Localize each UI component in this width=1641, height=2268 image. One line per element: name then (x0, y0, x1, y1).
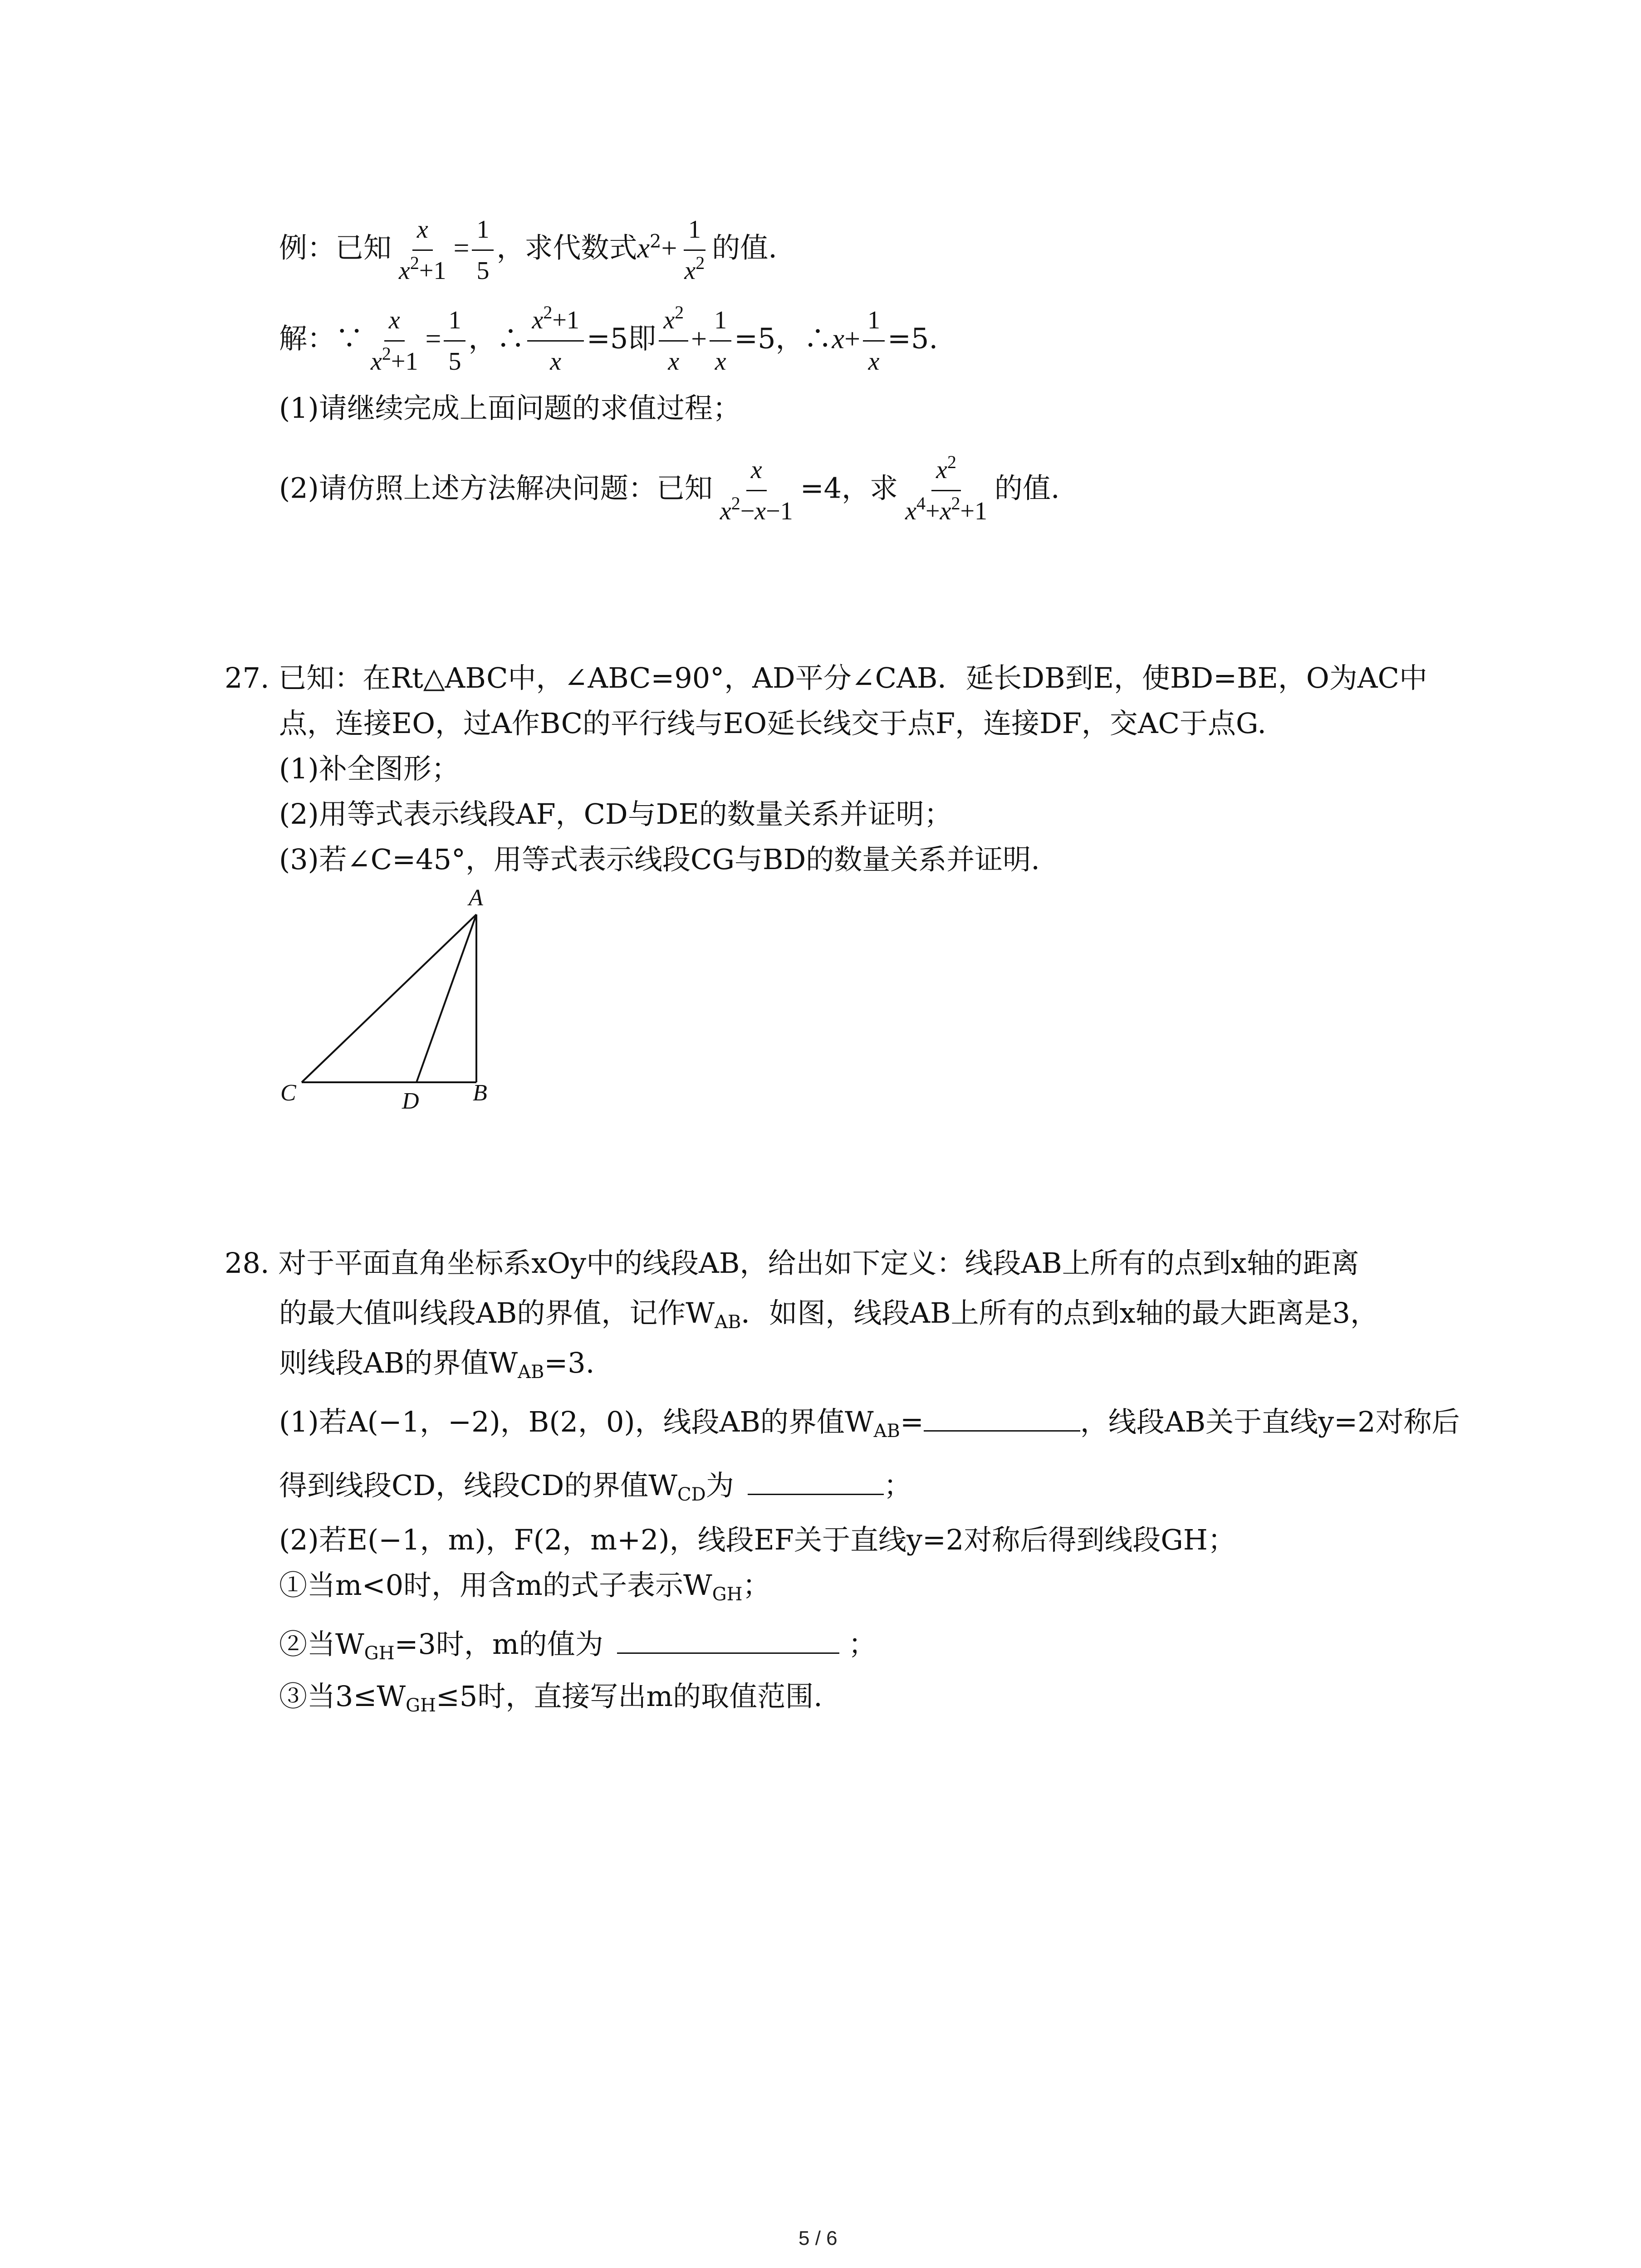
p28-q1-line-a: (1)若A(−1，−2)，B(2，0)，线段AB的界值$W_{AB}=$ ，线段AB关于直线y=2对称后 (279, 1405, 1460, 1442)
fraction: $\frac{1}{5}$ (444, 304, 465, 378)
label-C: C (280, 1080, 296, 1106)
p27-line-2: 点，连接EO，过A作BC的平行线与EO延长线交于点F，连接DF，交AC于点G. (279, 707, 1267, 740)
page-number: 5 / 6 (798, 2227, 838, 2249)
p28-line-1: 28. 对于平面直角坐标系xOy中的线段AB，给出如下定义：线段AB上所有的点到x轴的距离 (225, 1246, 1359, 1280)
segment-AD (416, 914, 476, 1082)
p28-s3: ③当$3\le W_{GH}\le 5$时，直接写出m的取值范围. (279, 1680, 823, 1716)
p28-line-2: 的最大值叫线段AB的界值，记作$W_{AB}$．如图，线段AB上所有的点到x轴的最大距离是3， (279, 1296, 1379, 1333)
fraction: $\frac{x^2}{x}$ (659, 304, 688, 378)
p28-q1-line-b: 得到线段CD，线段CD的界值$W_{CD}$为 ； (279, 1469, 912, 1505)
example-line-2: 解：∵ $\frac{x}{x^2+1}$ = $\frac{1}{5}$ ，∴ $\frac{x^2+1}{x}$ =5即 $\frac{x^2}{x}$ + $\frac{1}{x}$ =5，∴x+ $\frac{1}{x}$ =5. (279, 304, 938, 378)
p28-s2: ②当$W_{GH}=3$时，m的值为 ； (279, 1628, 877, 1664)
p27-q2: (2)用等式表示线段AF，CD与DE的数量关系并证明； (279, 797, 952, 831)
p27-q1: (1)补全图形； (279, 752, 460, 785)
fraction: $\frac{x}{x^2-x-1}$ (715, 454, 798, 528)
answer-blank-wcd[interactable] (748, 1468, 884, 1495)
answer-blank-m[interactable] (617, 1627, 839, 1654)
segment-CA (302, 914, 476, 1082)
fraction: $\frac{x^2+1}{x}$ (527, 304, 583, 378)
p28-s1: ①当m<0时，用含m的式子表示$W_{GH}$； (279, 1569, 771, 1605)
p28-line-3: 则线段AB的界值$W_{AB}=3$. (279, 1346, 595, 1383)
example-line-1: 例：已知 $\frac{x}{x^2+1}$ = $\frac{1}{5}$ ，求代数式$x^2+$ $\frac{1}{x^2}$ 的值. (279, 213, 777, 287)
answer-blank-wab[interactable] (924, 1405, 1080, 1432)
p27-q3: (3)若∠C=45°，用等式表示线段CG与BD的数量关系并证明. (279, 843, 1040, 876)
label-D: D (402, 1088, 419, 1114)
label-A: A (469, 885, 483, 911)
label-B: B (473, 1080, 487, 1106)
example-q1: (1)请继续完成上面问题的求值过程； (279, 391, 741, 425)
fraction: $\frac{1}{x}$ (710, 304, 731, 378)
fraction: $\frac{x}{x^2+1}$ (394, 213, 451, 287)
example-line-q2: (2)请仿照上述方法解决问题：已知 $\frac{x}{x^2-x-1}$ =4，求 $\frac{x^2}{x^4+x^2+1}$ 的值. (279, 454, 1060, 528)
fraction: $\frac{1}{5}$ (472, 213, 494, 287)
p27-line-1: 27. 已知：在Rt△ABC中，∠ABC=90°，AD平分∠CAB．延长DB到E，使BD=BE，O为AC中 (225, 661, 1428, 694)
fraction: $\frac{x^2}{x^4+x^2+1}$ (905, 452, 988, 525)
fraction: $\frac{x}{x^2+1}$ (366, 304, 422, 378)
fraction: $\frac{1}{x}$ (863, 304, 885, 378)
fraction: $\frac{1}{x^2}$ (680, 213, 709, 287)
p28-q2: (2)若E(−1，m)，F(2，m+2)，线段EF关于直线y=2对称后得到线段GH； (279, 1523, 1236, 1556)
